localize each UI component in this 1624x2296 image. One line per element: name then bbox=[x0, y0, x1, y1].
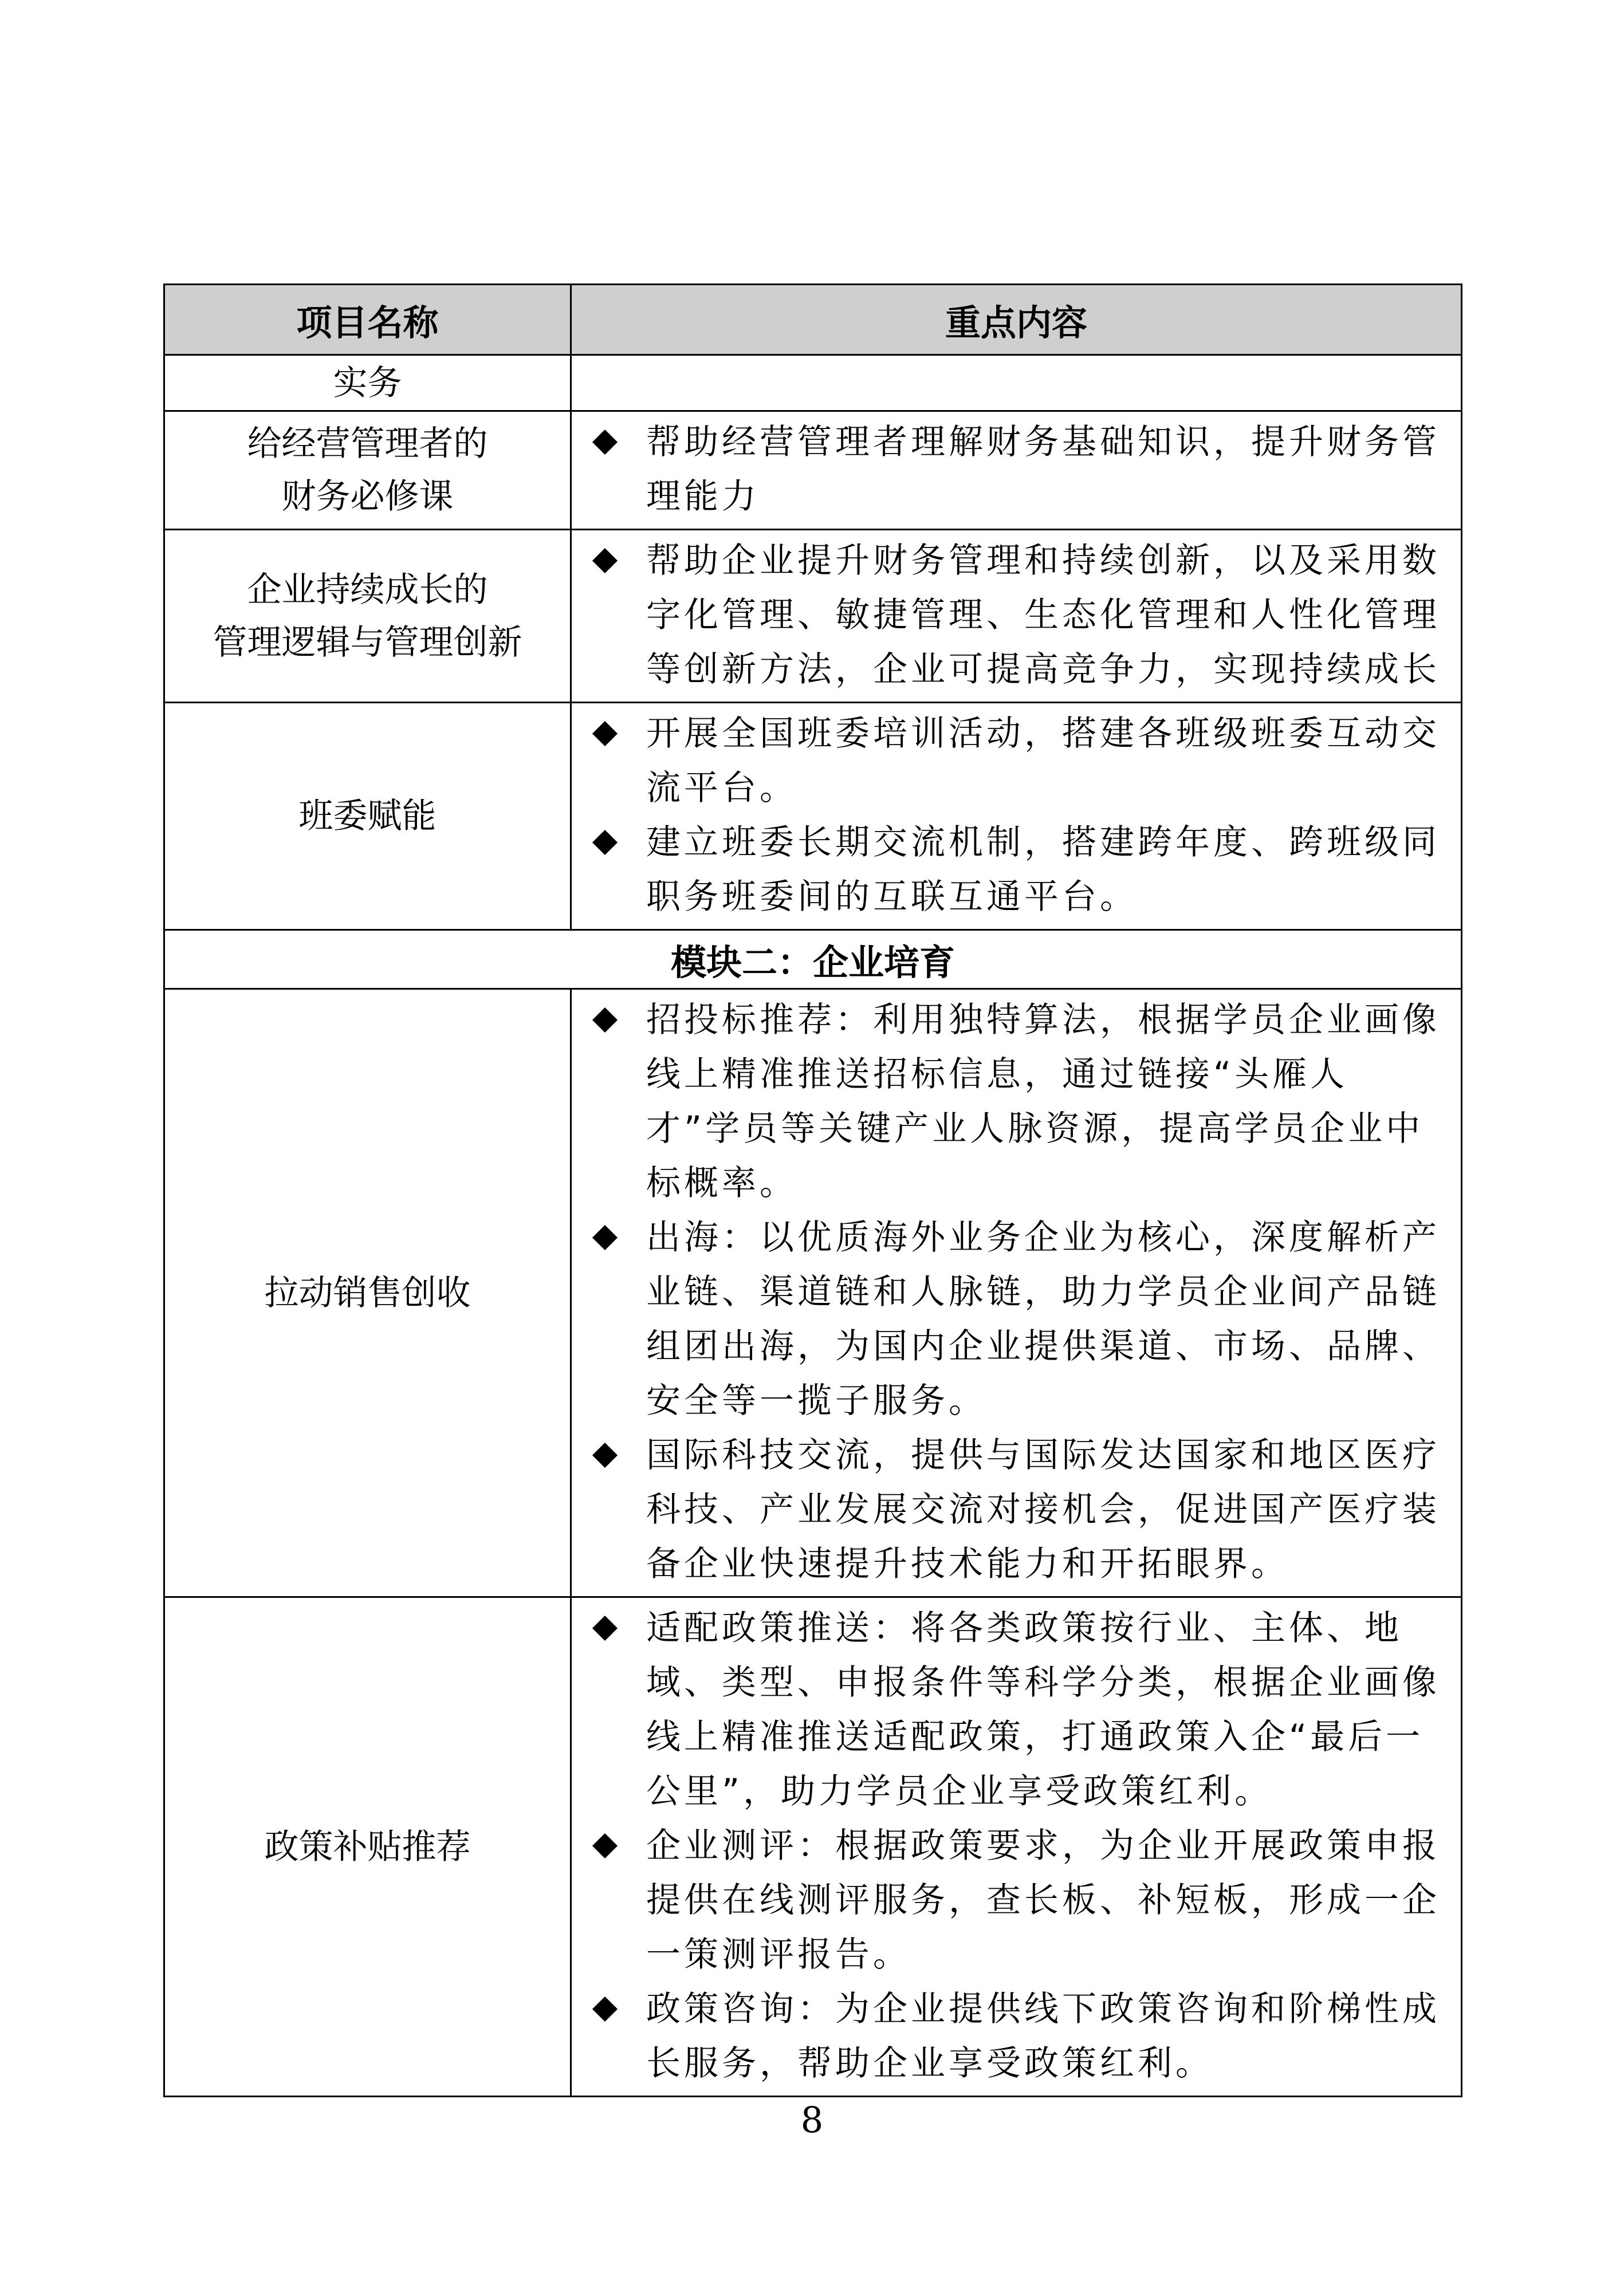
bullet-item bbox=[589, 707, 1445, 816]
bullet-item bbox=[589, 534, 1445, 697]
table-row bbox=[164, 411, 1462, 530]
table-row bbox=[164, 530, 1462, 703]
project-name-cell bbox=[164, 1597, 571, 2097]
header-key-content: 重点内容 bbox=[571, 285, 1462, 355]
project-name: 财务必修课 bbox=[281, 476, 454, 517]
table-header-row bbox=[164, 285, 1462, 355]
content-table bbox=[163, 283, 1462, 2097]
project-name-cell bbox=[164, 355, 571, 411]
bullet-text: 帮助企业提升财务管理和持续创新，以及采用数字化管理、敏捷管理、生态化管理和人性化管理等创新方法，企业可提高竞争力，实现持续成长 bbox=[646, 541, 1440, 690]
bullet-text: 适配政策推送：将各类政策按行业、主体、地域、类型、申报条件等科学分类，根据企业画像线上精准推送适配政策，打通政策入企“最后一公里”，助力学员企业享受政策红利。 bbox=[646, 1608, 1440, 1811]
project-name: 给经营管理者的 bbox=[247, 424, 488, 464]
bullet-text: 建立班委长期交流机制，搭建跨年度、跨班级同职务班委间的互联互通平台。 bbox=[646, 822, 1440, 917]
content-cell bbox=[571, 703, 1462, 930]
table-row bbox=[164, 355, 1462, 411]
bullet-text: 企业测评：根据政策要求，为企业开展政策申报提供在线测评服务，查长板、补短板，形成一企一策测评报告。 bbox=[646, 1826, 1440, 1975]
bullet-text: 出海：以优质海外业务企业为核心，深度解析产业链、渠道链和人脉链，助力学员企业间产品链组团出海，为国内企业提供渠道、市场、品牌、安全等一揽子服务。 bbox=[646, 1218, 1440, 1421]
section-row bbox=[164, 930, 1462, 989]
content-cell bbox=[571, 355, 1462, 411]
bullet-text: 政策咨询：为企业提供线下政策咨询和阶梯性成长服务，帮助企业享受政策红利。 bbox=[646, 1989, 1440, 2084]
table-row bbox=[164, 703, 1462, 930]
bullet-item bbox=[589, 993, 1445, 1211]
diamond-bullet-icon bbox=[592, 1225, 618, 1250]
table-row bbox=[164, 989, 1462, 1597]
project-name: 实务 bbox=[333, 363, 402, 403]
page-number: 8 bbox=[800, 2099, 824, 2141]
bullet-text: 招投标推荐：利用独特算法，根据学员企业画像线上精准推送招标信息，通过链接“头雁人才”学员等关键产业人脉资源，提高学员企业中标概率。 bbox=[646, 1000, 1440, 1203]
bullet-item bbox=[589, 415, 1445, 524]
diamond-bullet-icon bbox=[592, 1443, 618, 1468]
diamond-bullet-icon bbox=[592, 1007, 618, 1033]
bullet-item bbox=[589, 1211, 1445, 1428]
bullet-item bbox=[589, 816, 1445, 924]
bullet-text: 帮助经营管理者理解财务基础知识，提升财务管理能力 bbox=[646, 422, 1440, 517]
bullet-text: 国际科技交流，提供与国际发达国家和地区医疗科技、产业发展交流对接机会，促进国产医疗装备企业快速提升技术能力和开拓眼界。 bbox=[646, 1435, 1440, 1584]
content-cell bbox=[571, 530, 1462, 703]
bullet-text: 开展全国班委培训活动，搭建各班级班委互动交流平台。 bbox=[646, 714, 1440, 808]
project-name-cell bbox=[164, 530, 571, 703]
project-name: 管理逻辑与管理创新 bbox=[213, 622, 522, 663]
bullet-item bbox=[589, 1428, 1445, 1592]
bullet-item bbox=[589, 1819, 1445, 1982]
diamond-bullet-icon bbox=[592, 1833, 618, 1858]
table-row bbox=[164, 1597, 1462, 2097]
diamond-bullet-icon bbox=[592, 548, 618, 573]
section-heading: 模块二：企业培育 bbox=[164, 930, 1462, 989]
project-name: 班委赋能 bbox=[298, 796, 437, 836]
project-name: 政策补贴推荐 bbox=[264, 1826, 471, 1867]
project-name: 拉动销售创收 bbox=[264, 1273, 471, 1313]
content-cell bbox=[571, 1597, 1462, 2097]
diamond-bullet-icon bbox=[592, 430, 618, 455]
content-cell bbox=[571, 411, 1462, 530]
header-project-name: 项目名称 bbox=[164, 285, 571, 355]
project-name-cell bbox=[164, 411, 571, 530]
diamond-bullet-icon bbox=[592, 1996, 618, 2022]
project-name-cell bbox=[164, 989, 571, 1597]
diamond-bullet-icon bbox=[592, 721, 618, 746]
diamond-bullet-icon bbox=[592, 1616, 618, 1641]
bullet-item bbox=[589, 1982, 1445, 2091]
project-name-cell bbox=[164, 703, 571, 930]
content-cell bbox=[571, 989, 1462, 1597]
diamond-bullet-icon bbox=[592, 830, 618, 855]
project-name: 企业持续成长的 bbox=[247, 569, 488, 610]
bullet-item bbox=[589, 1601, 1445, 1819]
